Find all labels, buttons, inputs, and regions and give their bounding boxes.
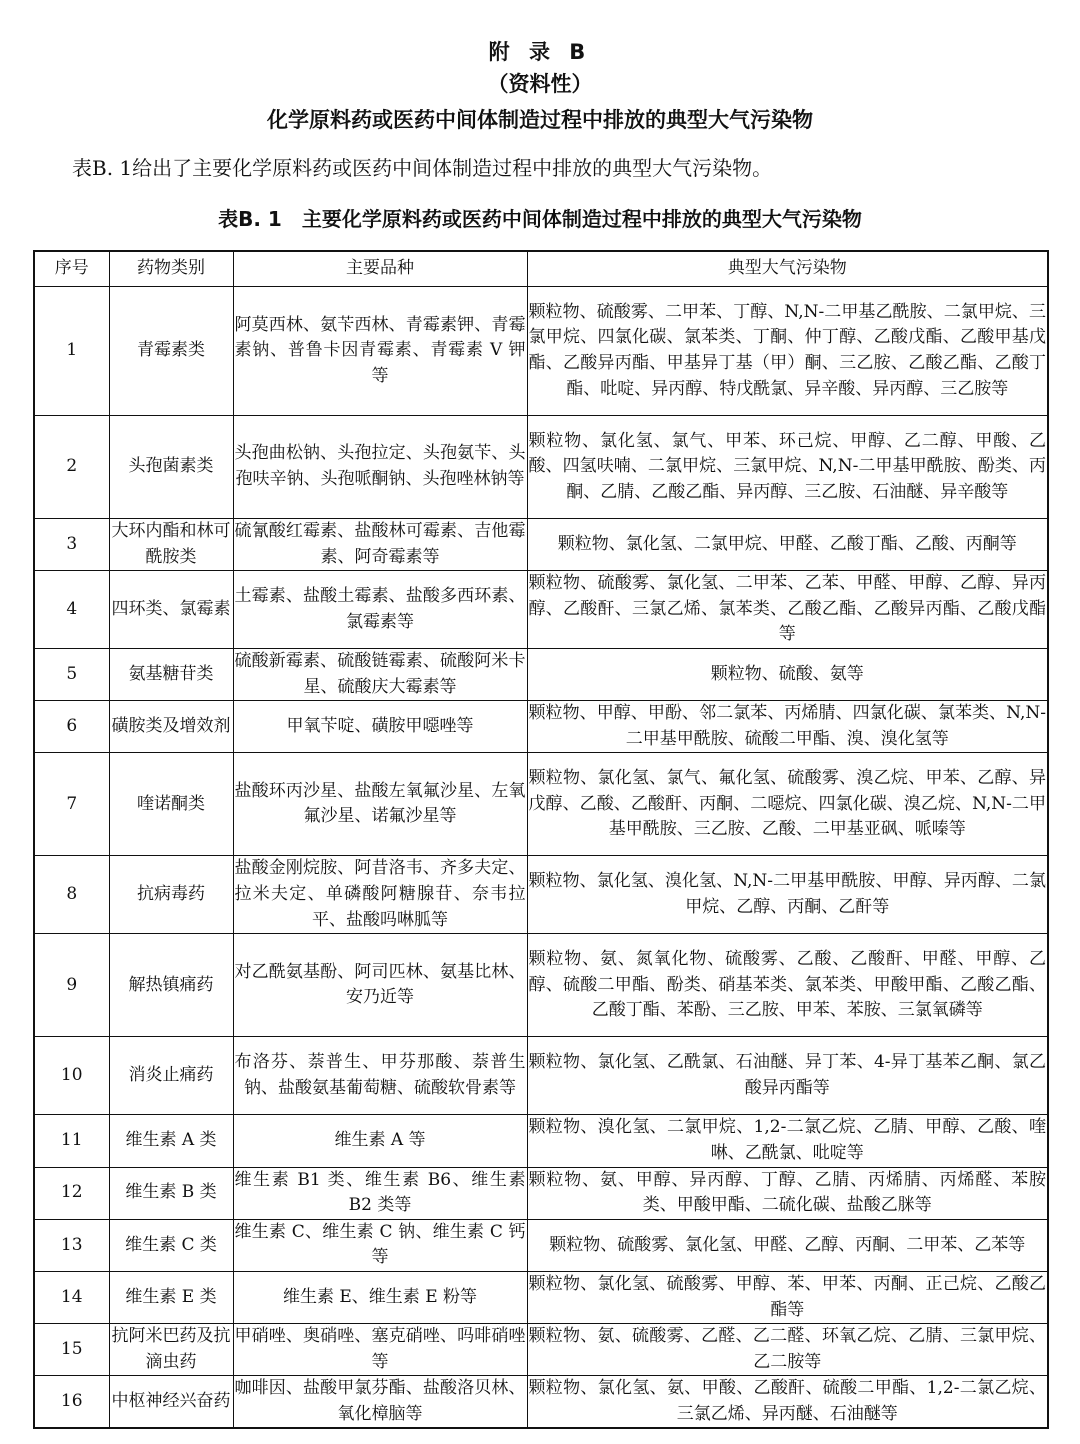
row-category: 大环内酯和林可酰胺类 <box>109 519 233 571</box>
row-pollutants: 颗粒物、硫酸雾、氯化氢、二甲苯、乙苯、甲醛、甲醇、乙醇、异丙醇、乙酸酐、三氯乙烯、氯苯类、乙酸乙酯、乙酸异丙酯、乙酸戊酯等 <box>527 571 1048 649</box>
row-category: 抗阿米巴药及抗滴虫药 <box>109 1324 233 1376</box>
table-row <box>34 571 1048 649</box>
row-number: 2 <box>34 416 109 519</box>
table-row <box>34 648 1048 700</box>
row-varieties: 维生素 C、维生素 C 钠、维生素 C 钙等 <box>233 1219 527 1271</box>
row-varieties: 盐酸金刚烷胺、阿昔洛韦、齐多夫定、拉米夫定、单磷酸阿糖腺苷、奈韦拉平、盐酸吗啉胍等 <box>233 856 527 934</box>
row-number: 5 <box>34 648 109 700</box>
table-row <box>34 416 1048 519</box>
row-varieties: 硫氰酸红霉素、盐酸林可霉素、吉他霉素、阿奇霉素等 <box>233 519 527 571</box>
table-row <box>34 701 1048 753</box>
table-body <box>34 287 1048 1429</box>
row-pollutants: 颗粒物、溴化氢、二氯甲烷、1,2-二氯乙烷、乙腈、甲醇、乙酸、喹啉、乙酰氯、吡啶等 <box>527 1115 1048 1167</box>
table-row <box>34 1376 1048 1429</box>
row-number: 11 <box>34 1115 109 1167</box>
row-category: 四环类、氯霉素 <box>109 571 233 649</box>
header-category: 药物类别 <box>109 251 233 287</box>
table-row <box>34 934 1048 1037</box>
row-varieties: 维生素 A 等 <box>233 1115 527 1167</box>
row-number: 12 <box>34 1167 109 1219</box>
row-pollutants: 颗粒物、硫酸、氨等 <box>527 648 1048 700</box>
table-row <box>34 519 1048 571</box>
row-pollutants: 颗粒物、氯化氢、氯气、甲苯、环己烷、甲醇、乙二醇、甲酸、乙酸、四氢呋喃、二氯甲烷、三氯甲烷、N,N-二甲基甲酰胺、酚类、丙酮、乙腈、乙酸乙酯、异丙醇、三乙胺、石油醚、异辛酸等 <box>527 416 1048 519</box>
appendix-main-title: 化学原料药或医药中间体制造过程中排放的典型大气污染物 <box>267 108 813 132</box>
row-pollutants: 颗粒物、氯化氢、溴化氢、N,N-二甲基甲酰胺、甲醇、异丙醇、二氯甲烷、乙醇、丙酮、乙酐等 <box>527 856 1048 934</box>
row-number: 4 <box>34 571 109 649</box>
row-number: 1 <box>34 287 109 416</box>
row-pollutants: 颗粒物、甲醇、甲酚、邻二氯苯、丙烯腈、四氯化碳、氯苯类、N,N-二甲基甲酰胺、硫酸二甲酯、溴、溴化氢等 <box>527 701 1048 753</box>
row-varieties: 对乙酰氨基酚、阿司匹林、氨基比林、安乃近等 <box>233 934 527 1037</box>
row-category: 维生素 A 类 <box>109 1115 233 1167</box>
row-number: 14 <box>34 1271 109 1323</box>
row-number: 9 <box>34 934 109 1037</box>
appendix-subtitle: （资料性） <box>487 72 593 96</box>
intro-paragraph: 表B. 1给出了主要化学原料药或医药中间体制造过程中排放的典型大气污染物。 <box>72 156 773 180</box>
row-varieties: 布洛芬、萘普生、甲芬那酸、萘普生钠、盐酸氨基葡萄糖、硫酸软骨素等 <box>233 1037 527 1115</box>
row-category: 消炎止痛药 <box>109 1037 233 1115</box>
row-pollutants: 颗粒物、氯化氢、硫酸雾、甲醇、苯、甲苯、丙酮、正己烷、乙酸乙酯等 <box>527 1271 1048 1323</box>
table-row <box>34 1167 1048 1219</box>
table-row <box>34 1324 1048 1376</box>
table-row <box>34 1115 1048 1167</box>
table-row <box>34 287 1048 416</box>
row-category: 中枢神经兴奋药 <box>109 1376 233 1429</box>
table-header-row <box>34 251 1048 287</box>
row-pollutants: 颗粒物、氨、硫酸雾、乙醛、乙二醛、环氧乙烷、乙腈、三氯甲烷、乙二胺等 <box>527 1324 1048 1376</box>
table-row <box>34 1271 1048 1323</box>
row-number: 3 <box>34 519 109 571</box>
row-category: 氨基糖苷类 <box>109 648 233 700</box>
row-varieties: 维生素 E、维生素 E 粉等 <box>233 1271 527 1323</box>
row-category: 解热镇痛药 <box>109 934 233 1037</box>
row-number: 6 <box>34 701 109 753</box>
row-varieties: 盐酸环丙沙星、盐酸左氧氟沙星、左氧氟沙星、诺氟沙星等 <box>233 753 527 856</box>
table-row <box>34 753 1048 856</box>
row-category: 喹诺酮类 <box>109 753 233 856</box>
row-varieties: 甲氧苄啶、磺胺甲噁唑等 <box>233 701 527 753</box>
row-number: 16 <box>34 1376 109 1429</box>
row-varieties: 土霉素、盐酸土霉素、盐酸多西环素、氯霉素等 <box>233 571 527 649</box>
row-category: 维生素 B 类 <box>109 1167 233 1219</box>
row-pollutants: 颗粒物、硫酸雾、二甲苯、丁醇、N,N-二甲基乙酰胺、二氯甲烷、三氯甲烷、四氯化碳、氯苯类、丁酮、仲丁醇、乙酸戊酯、乙酸甲基戊酯、乙酸异丙酯、甲基异丁基（甲）酮、三乙胺、乙酸乙酯、乙酸丁酯、吡啶、异丙醇、特戊酰氯、异辛酸、异丙醇、三乙胺等 <box>527 287 1048 416</box>
row-category: 抗病毒药 <box>109 856 233 934</box>
table-caption: 表B. 1 主要化学原料药或医药中间体制造过程中排放的典型大气污染物 <box>218 207 862 231</box>
row-category: 维生素 C 类 <box>109 1219 233 1271</box>
row-pollutants: 颗粒物、氯化氢、乙酰氯、石油醚、异丁苯、4-异丁基苯乙酮、氯乙酸异丙酯等 <box>527 1037 1048 1115</box>
row-pollutants: 颗粒物、氨、氮氧化物、硫酸雾、乙酸、乙酸酐、甲醛、甲醇、乙醇、硫酸二甲酯、酚类、硝基苯类、氯苯类、甲酸甲酯、乙酸乙酯、乙酸丁酯、苯酚、三乙胺、甲苯、苯胺、三氯氧磷等 <box>527 934 1048 1037</box>
row-number: 7 <box>34 753 109 856</box>
header-pollutants: 典型大气污染物 <box>527 251 1048 287</box>
row-number: 8 <box>34 856 109 934</box>
row-varieties: 维生素 B1 类、维生素 B6、维生素 B2 类等 <box>233 1167 527 1219</box>
header-varieties: 主要品种 <box>233 251 527 287</box>
table-row <box>34 856 1048 934</box>
row-number: 10 <box>34 1037 109 1115</box>
row-pollutants: 颗粒物、硫酸雾、氯化氢、甲醛、乙醇、丙酮、二甲苯、乙苯等 <box>527 1219 1048 1271</box>
row-category: 磺胺类及增效剂 <box>109 701 233 753</box>
row-varieties: 硫酸新霉素、硫酸链霉素、硫酸阿米卡星、硫酸庆大霉素等 <box>233 648 527 700</box>
row-varieties: 阿莫西林、氨苄西林、青霉素钾、青霉素钠、普鲁卡因青霉素、青霉素 V 钾等 <box>233 287 527 416</box>
row-pollutants: 颗粒物、氯化氢、氨、甲酸、乙酸酐、硫酸二甲酯、1,2-二氯乙烷、三氯乙烯、异丙醚、石油醚等 <box>527 1376 1048 1429</box>
appendix-title: 附 录 B <box>488 40 592 64</box>
row-number: 15 <box>34 1324 109 1376</box>
row-varieties: 甲硝唑、奥硝唑、塞克硝唑、吗啡硝唑等 <box>233 1324 527 1376</box>
row-category: 维生素 E 类 <box>109 1271 233 1323</box>
row-pollutants: 颗粒物、氯化氢、二氯甲烷、甲醛、乙酸丁酯、乙酸、丙酮等 <box>527 519 1048 571</box>
pollutants-table <box>33 250 1049 1429</box>
row-category: 青霉素类 <box>109 287 233 416</box>
header-no: 序号 <box>34 251 109 287</box>
row-varieties: 头孢曲松钠、头孢拉定、头孢氨苄、头孢呋辛钠、头孢哌酮钠、头孢唑林钠等 <box>233 416 527 519</box>
row-pollutants: 颗粒物、氯化氢、氯气、氟化氢、硫酸雾、溴乙烷、甲苯、乙醇、异戊醇、乙酸、乙酸酐、丙酮、二噁烷、四氯化碳、溴乙烷、N,N-二甲基甲酰胺、三乙胺、乙酸、二甲基亚砜、哌嗪等 <box>527 753 1048 856</box>
table-row <box>34 1219 1048 1271</box>
row-pollutants: 颗粒物、氨、甲醇、异丙醇、丁醇、乙腈、丙烯腈、丙烯醛、苯胺类、甲酸甲酯、二硫化碳、盐酸乙脒等 <box>527 1167 1048 1219</box>
row-varieties: 咖啡因、盐酸甲氯芬酯、盐酸洛贝林、氧化樟脑等 <box>233 1376 527 1429</box>
row-number: 13 <box>34 1219 109 1271</box>
table-row <box>34 1037 1048 1115</box>
row-category: 头孢菌素类 <box>109 416 233 519</box>
